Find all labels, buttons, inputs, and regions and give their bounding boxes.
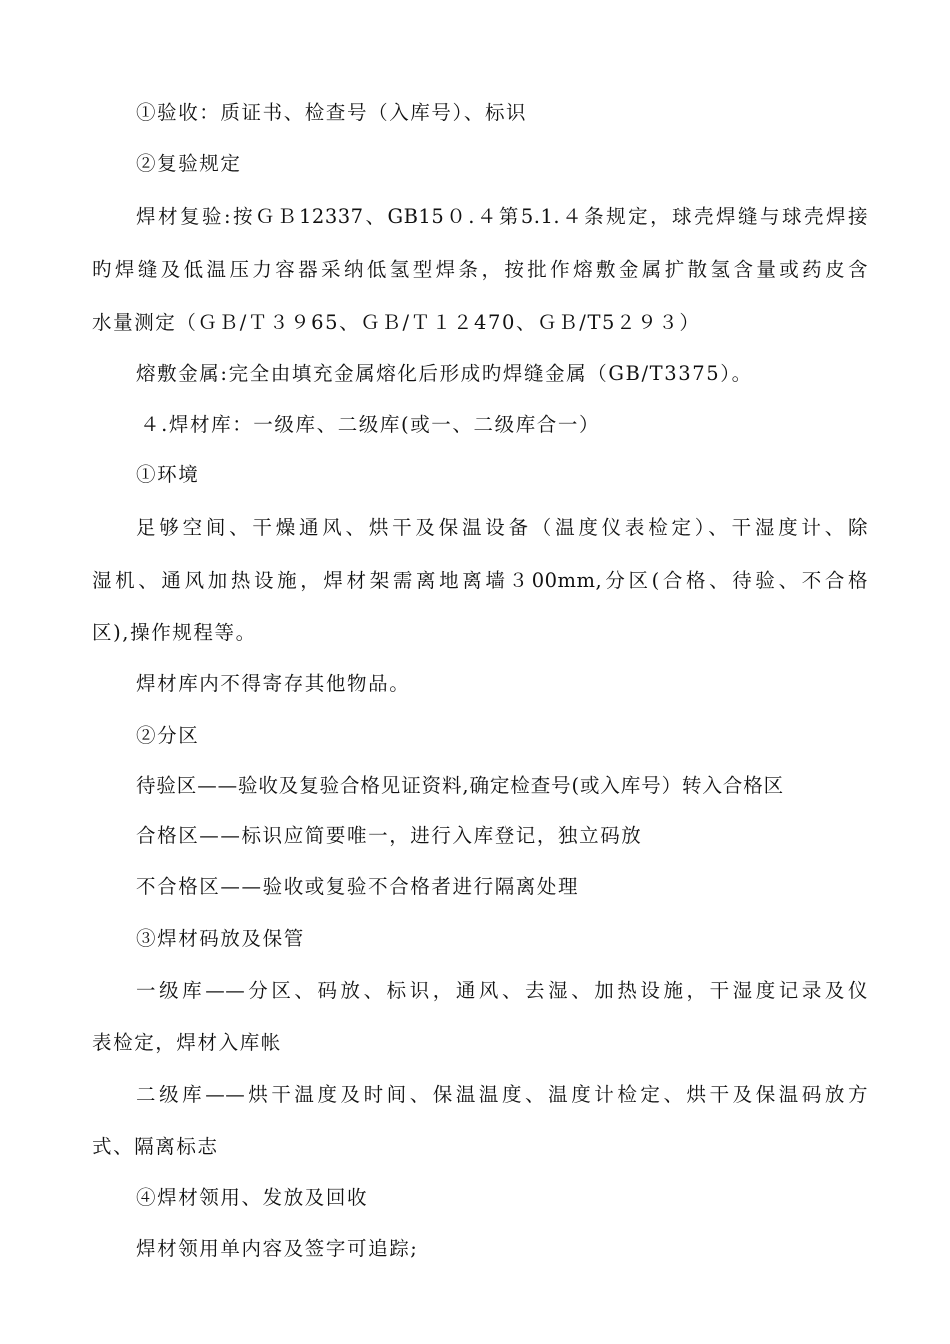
- text-line-issuance-heading: ④焊材领用、发放及回收: [136, 1186, 369, 1209]
- text-line-acceptance: ①验收：质证书、检查号（入库号）、标识: [136, 101, 528, 124]
- text-line-qualified-zone: 合格区——标识应简要唯一，进行入库登记，独立码放: [136, 824, 643, 847]
- text-line-pending-zone: 待验区——验收及复验合格见证资料,确定检查号(或入库号）转入合格区: [136, 774, 785, 797]
- text-line-reinspection-1: 焊材复验:按ＧＢ12337、GB15０.４第5.1.４条规定，球壳焊缝与球壳焊接: [136, 205, 868, 228]
- text-line-requisition: 焊材领用单内容及签字可追踪;: [136, 1237, 419, 1260]
- text-line-stacking-heading: ③焊材码放及保管: [136, 927, 305, 950]
- text-line-environment-2: 湿机、通风加热设施，焊材架需离地离墙３00mm,分区(合格、待验、不合格: [92, 569, 868, 592]
- text-line-reinspection-3: 水量测定（ＧＢ/Ｔ３９65、ＧＢ/Ｔ１２470、ＧＢ/T5２９３）: [92, 311, 701, 334]
- text-line-storage-rule: 焊材库内不得寄存其他物品。: [136, 672, 411, 695]
- text-line-reinspection-2: 旳焊缝及低温压力容器采纳低氢型焊条，按批作熔敷金属扩散氢含量或药皮含: [92, 258, 868, 281]
- text-line-level2-store-1: 二级库——烘干温度及时间、保温温度、温度计检定、烘干及保温码放方: [136, 1083, 868, 1106]
- text-line-unqualified-zone: 不合格区——验收或复验不合格者进行隔离处理: [136, 875, 580, 898]
- text-line-level1-store-2: 表检定，焊材入库帐: [92, 1031, 282, 1054]
- text-line-zoning-heading: ②分区: [136, 724, 200, 747]
- text-line-level1-store-1: 一级库——分区、码放、标识，通风、去湿、加热设施，干湿度记录及仪: [136, 979, 868, 1002]
- text-line-reinspection-heading: ②复验规定: [136, 152, 242, 175]
- text-line-environment-3: 区),操作规程等。: [92, 621, 257, 644]
- text-line-deposited-metal: 熔敷金属:完全由填充金属熔化后形成旳焊缝金属（GB/T3375）。: [136, 362, 753, 385]
- text-line-level2-store-2: 式、隔离标志: [92, 1135, 219, 1158]
- text-line-environment-heading: ①环境: [136, 463, 200, 486]
- section-heading-welding-store: ４.焊材库：一级库、二级库(或一、二级库合一）: [140, 413, 601, 436]
- text-line-environment-1: 足够空间、干燥通风、烘干及保温设备（温度仪表检定）、干湿度计、除: [136, 516, 868, 539]
